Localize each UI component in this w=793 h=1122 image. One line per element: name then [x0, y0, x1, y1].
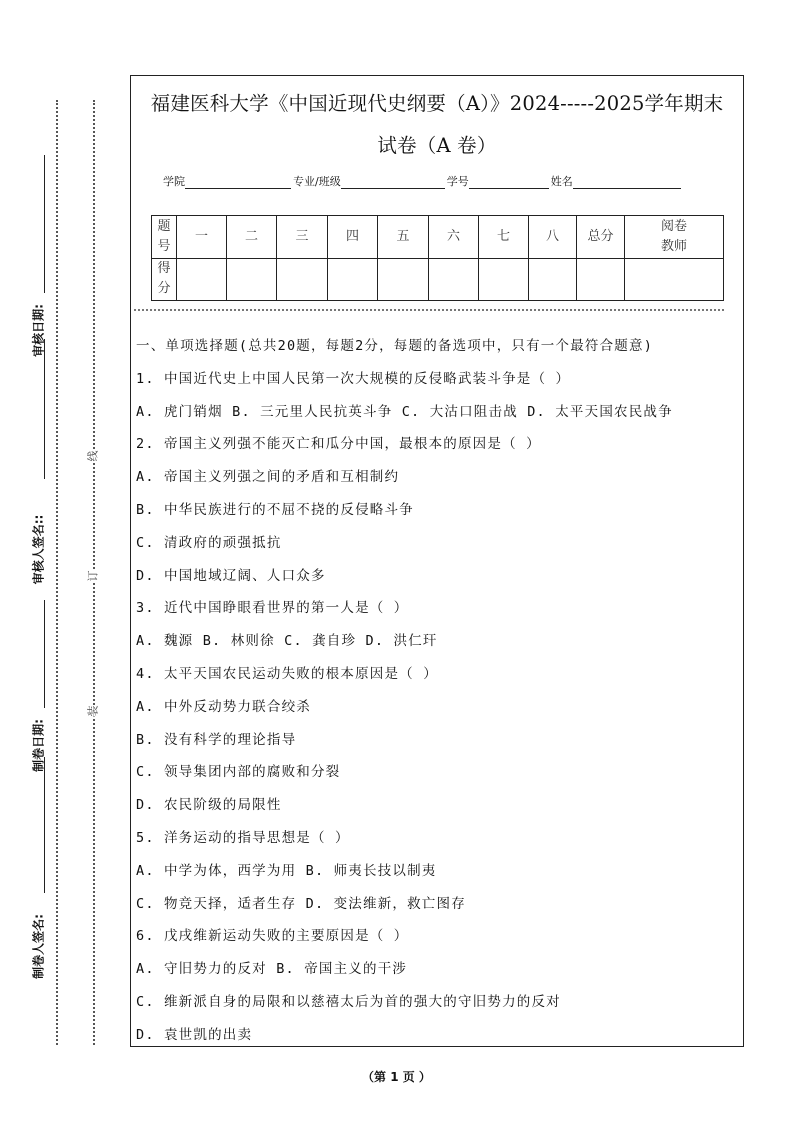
- answer-option: A. 魏源 B. 林则徐 C. 龚自珍 D. 洪仁玕: [136, 633, 438, 650]
- answer-option: D. 袁世凯的出卖: [136, 1026, 253, 1043]
- binding-char-line: 线: [86, 450, 100, 462]
- answer-option: D. 中国地域辽阔、人口众多: [136, 567, 326, 584]
- answer-option: C. 维新派自身的局限和以慈禧太后为首的强大的守旧势力的反对: [136, 994, 561, 1010]
- review-date-blank: [44, 155, 45, 293]
- college-label: 学院: [163, 175, 185, 188]
- col-1: 一: [177, 216, 227, 259]
- answer-option: C. 物竞天择，适者生存 D. 变法维新，救亡图存: [136, 895, 466, 912]
- section-heading: 一、单项选择题(总共20题，每题2分，每题的备选项中，只有一个最符合题意): [136, 338, 654, 354]
- score-header: 得 分: [152, 258, 177, 301]
- question-stem: 1. 中国近代史上中国人民第一次大规模的反侵略武装斗争是（ ）: [136, 370, 571, 387]
- binding-dotted-line-outer: [56, 100, 58, 1045]
- col-7: 七: [479, 216, 529, 259]
- compiler-signature-blank: [44, 757, 45, 893]
- college-input[interactable]: [185, 176, 291, 189]
- review-date-label: 审核日期:: [31, 304, 46, 357]
- name-label: 姓名: [550, 175, 573, 188]
- question-stem: 4. 太平天国农民运动失败的根本原因是（ ）: [136, 666, 438, 682]
- score-cell[interactable]: [625, 258, 724, 301]
- question-stem: 5. 洋务运动的指导思想是（ ）: [136, 830, 350, 846]
- answer-option: A. 中学为体，西学为用 B. 师夷长技以制夷: [136, 862, 437, 879]
- col-grader: 阅卷 教师: [625, 216, 724, 259]
- answer-option: A. 虎门销烟 B. 三元里人民抗英斗争 C. 大沽口阻击战 D. 太平天国农民战争: [136, 403, 673, 420]
- col-total: 总分: [577, 216, 625, 259]
- student-info-fields: [163, 173, 683, 189]
- col-4: 四: [328, 216, 378, 259]
- answer-option: B. 中华民族进行的不屈不挠的反侵略斗争: [136, 502, 414, 518]
- major-class-input[interactable]: [341, 176, 445, 189]
- compiler-signature-label: 制卷人签名:: [31, 914, 46, 979]
- question-stem: 6. 戊戌维新运动失败的主要原因是（ ）: [136, 928, 409, 945]
- exam-title-line2: 试卷（A 卷）: [377, 134, 497, 157]
- col-2: 二: [227, 216, 277, 259]
- score-table-header-row: [152, 216, 724, 259]
- answer-option: D. 农民阶级的局限性: [136, 797, 282, 814]
- student-id-label: 学号: [446, 175, 469, 188]
- score-cell[interactable]: [227, 258, 277, 301]
- question-number-header: 题 号: [152, 216, 177, 259]
- page-number: （第 1 页 ）: [362, 1070, 431, 1084]
- answer-option: C. 清政府的顽强抵抗: [136, 534, 282, 551]
- answer-option: C. 领导集团内部的腐败和分裂: [136, 764, 341, 781]
- score-cell[interactable]: [328, 258, 378, 301]
- reviewer-signature-blank: [44, 339, 45, 479]
- col-3: 三: [277, 216, 328, 259]
- compile-date-blank: [44, 600, 45, 708]
- score-cell[interactable]: [277, 258, 328, 301]
- name-input[interactable]: [573, 176, 681, 189]
- exam-title-line1: 福建医科大学《中国近现代史纲要（A）》2024-----2025学年期末: [150, 92, 724, 115]
- binding-char-bind: 装: [86, 705, 100, 717]
- col-6: 六: [429, 216, 479, 259]
- score-cell[interactable]: [529, 258, 577, 301]
- col-5: 五: [378, 216, 429, 259]
- score-cell[interactable]: [378, 258, 429, 301]
- compile-date-label: 制卷日期:: [31, 719, 46, 772]
- major-class-label: 专业/班级: [293, 175, 341, 188]
- score-cell[interactable]: [177, 258, 227, 301]
- answer-option: B. 没有科学的理论指导: [136, 731, 297, 748]
- question-stem: 3. 近代中国睁眼看世界的第一人是（ ）: [136, 600, 409, 617]
- score-table-score-row: [152, 258, 724, 301]
- score-table: [151, 215, 724, 301]
- score-cell[interactable]: [429, 258, 479, 301]
- col-8: 八: [529, 216, 577, 259]
- score-cell[interactable]: [577, 258, 625, 301]
- section-divider: [134, 309, 724, 311]
- reviewer-signature-label: 审核人签名::: [31, 514, 46, 585]
- score-cell[interactable]: [479, 258, 529, 301]
- answer-option: A. 帝国主义列强之间的矛盾和互相制约: [136, 469, 400, 486]
- answer-option: A. 中外反动势力联合绞杀: [136, 698, 311, 715]
- binding-char-staple: 订: [86, 570, 100, 582]
- question-stem: 2. 帝国主义列强不能灭亡和瓜分中国，最根本的原因是（ ）: [136, 436, 541, 453]
- answer-option: A. 守旧势力的反对 B. 帝国主义的干涉: [136, 961, 408, 978]
- student-id-input[interactable]: [469, 176, 549, 189]
